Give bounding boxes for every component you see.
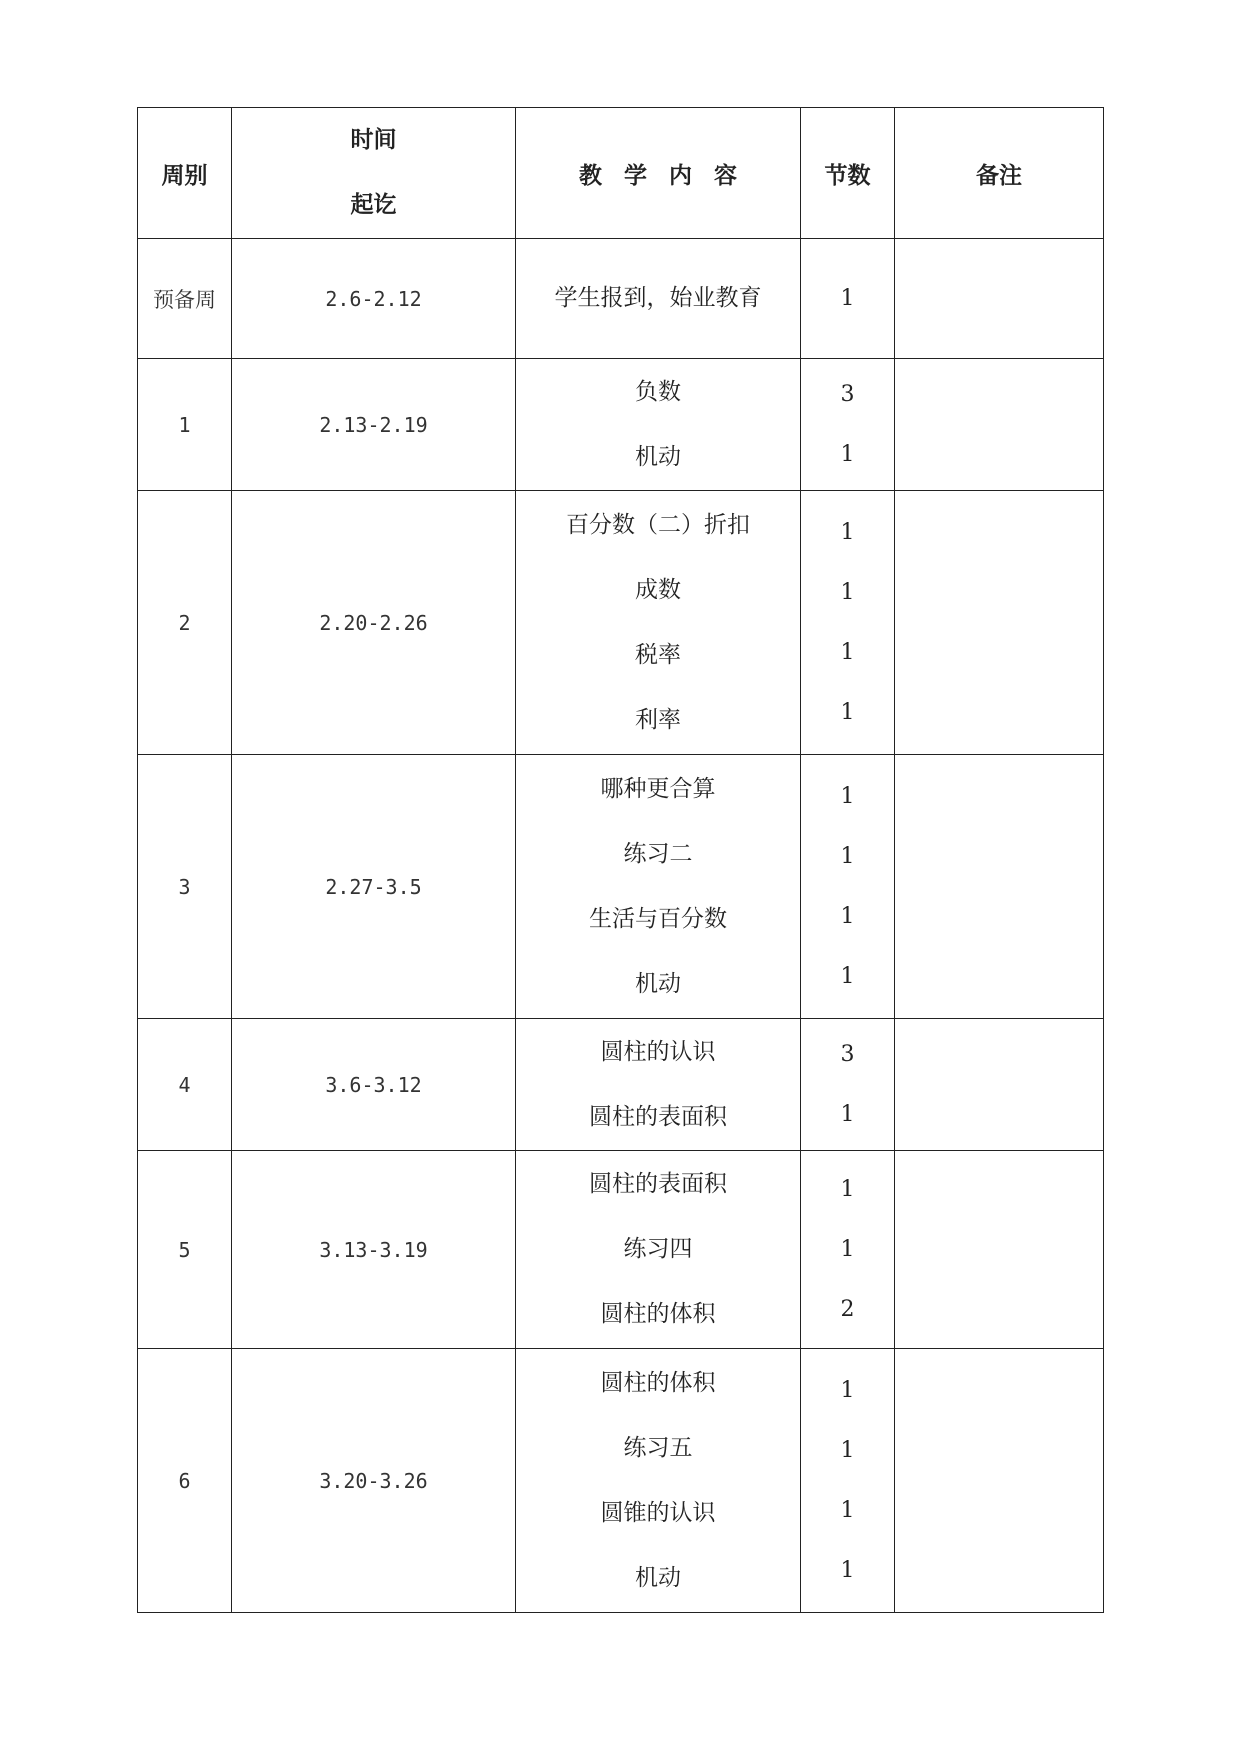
header-notes: 备注 <box>895 108 1104 239</box>
teaching-schedule-table <box>137 107 1104 1613</box>
cell-week: 预备周 <box>138 239 232 359</box>
cell-hours <box>801 755 895 1019</box>
header-week: 周别 <box>138 108 232 239</box>
schedule-body <box>138 239 1104 1613</box>
cell-hours <box>801 239 895 359</box>
header-content-label: 教学内容 <box>579 162 759 189</box>
content-item: 成数 <box>635 576 681 603</box>
cell-content <box>516 1349 801 1613</box>
header-time <box>232 108 516 239</box>
content-item: 百分数（二）折扣 <box>566 511 750 538</box>
cell-period: 2.6-2.12 <box>232 239 516 359</box>
cell-week: 5 <box>138 1151 232 1349</box>
content-item: 税率 <box>635 641 681 668</box>
content-item: 机动 <box>635 1564 681 1591</box>
cell-notes <box>895 491 1104 755</box>
content-item: 圆柱的体积 <box>600 1369 716 1396</box>
content-item: 哪种更合算 <box>600 775 716 802</box>
header-content <box>516 108 801 239</box>
cell-content <box>516 1019 801 1151</box>
cell-period: 3.20-3.26 <box>232 1349 516 1613</box>
content-item: 利率 <box>635 706 681 733</box>
content-item: 圆锥的认识 <box>600 1499 716 1526</box>
hours-item: 1 <box>840 783 855 809</box>
hours-item: 1 <box>840 441 855 467</box>
hours-item: 1 <box>840 639 855 665</box>
cell-content <box>516 239 801 359</box>
cell-hours <box>801 491 895 755</box>
cell-notes <box>895 1151 1104 1349</box>
cell-hours <box>801 1151 895 1349</box>
content-item: 练习四 <box>623 1236 693 1262</box>
hours-item: 1 <box>840 1437 855 1463</box>
content-item: 圆柱的体积 <box>600 1301 716 1327</box>
table-row <box>138 755 1104 1019</box>
cell-notes <box>895 359 1104 491</box>
hours-item: 1 <box>840 963 855 989</box>
hours-item: 1 <box>840 1101 855 1127</box>
cell-notes <box>895 1019 1104 1151</box>
hours-item: 1 <box>840 1176 855 1202</box>
table-row <box>138 359 1104 491</box>
cell-content <box>516 359 801 491</box>
cell-notes <box>895 1349 1104 1613</box>
cell-content <box>516 491 801 755</box>
cell-week: 3 <box>138 755 232 1019</box>
cell-content <box>516 1151 801 1349</box>
cell-hours <box>801 359 895 491</box>
hours-item: 1 <box>840 843 855 869</box>
cell-content <box>516 755 801 1019</box>
hours-item: 1 <box>840 1557 855 1583</box>
cell-hours <box>801 1349 895 1613</box>
content-item: 机动 <box>635 970 681 997</box>
cell-period: 3.13-3.19 <box>232 1151 516 1349</box>
table-row <box>138 239 1104 359</box>
cell-notes <box>895 755 1104 1019</box>
cell-week: 2 <box>138 491 232 755</box>
table-row <box>138 1349 1104 1613</box>
content-item: 生活与百分数 <box>589 905 727 932</box>
table-row <box>138 1019 1104 1151</box>
hours-item: 1 <box>840 1377 855 1403</box>
table-row <box>138 1151 1104 1349</box>
table-row <box>138 491 1104 755</box>
hours-item: 1 <box>840 1236 855 1262</box>
cell-period: 2.13-2.19 <box>232 359 516 491</box>
content-item: 负数 <box>635 378 681 405</box>
header-time-line1: 时间 <box>350 127 397 153</box>
content-item: 圆柱的表面积 <box>589 1103 727 1130</box>
content-item: 练习五 <box>623 1434 693 1461</box>
hours-item: 1 <box>840 579 855 605</box>
hours-item: 3 <box>840 1041 855 1067</box>
cell-notes <box>895 239 1104 359</box>
hours-item: 1 <box>840 1497 855 1523</box>
cell-hours <box>801 1019 895 1151</box>
hours-item: 1 <box>840 285 855 311</box>
cell-period: 2.20-2.26 <box>232 491 516 755</box>
content-item: 圆柱的认识 <box>600 1038 716 1065</box>
hours-item: 1 <box>840 903 855 929</box>
content-item: 机动 <box>635 443 681 470</box>
content-item: 学生报到，始业教育 <box>554 285 762 311</box>
cell-week: 4 <box>138 1019 232 1151</box>
hours-item: 1 <box>840 519 855 545</box>
header-time-line2: 起讫 <box>350 192 397 218</box>
cell-period: 2.27-3.5 <box>232 755 516 1019</box>
hours-item: 2 <box>840 1296 855 1322</box>
content-item: 圆柱的表面积 <box>589 1171 727 1197</box>
cell-week: 1 <box>138 359 232 491</box>
cell-period: 3.6-3.12 <box>232 1019 516 1151</box>
content-item: 练习二 <box>623 840 693 867</box>
cell-week: 6 <box>138 1349 232 1613</box>
header-row <box>138 108 1104 239</box>
hours-item: 1 <box>840 699 855 725</box>
header-hours: 节数 <box>801 108 895 239</box>
hours-item: 3 <box>840 381 855 407</box>
